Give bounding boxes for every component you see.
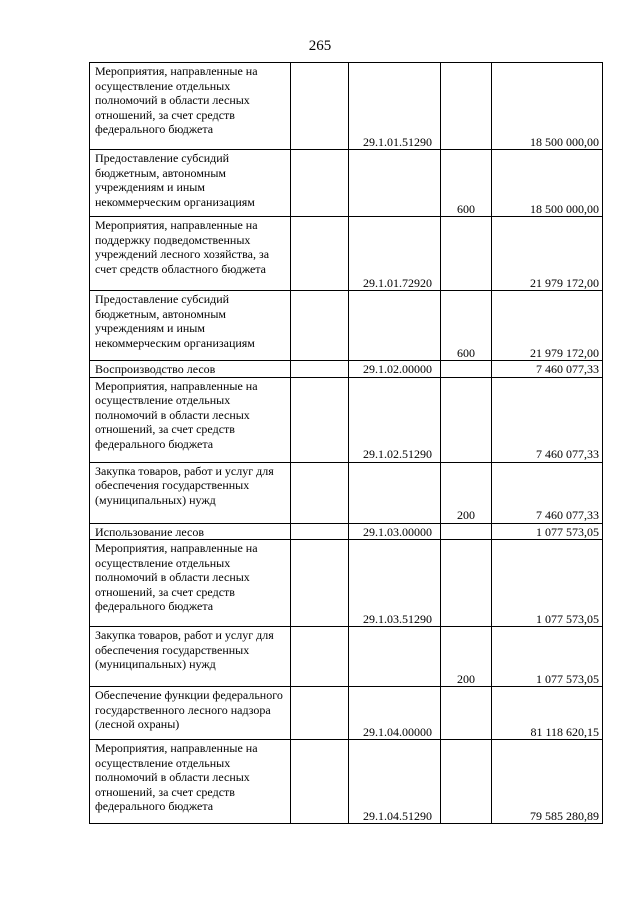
cell-empty [291,627,349,687]
cell-amount: 1 077 573,05 [492,523,603,540]
cell-code: 29.1.04.00000 [349,687,441,740]
cell-code: 29.1.03.51290 [349,540,441,627]
cell-expense-type: 200 [441,627,492,687]
cell-code: 29.1.04.51290 [349,740,441,824]
cell-empty [291,150,349,217]
table-row [90,462,603,523]
cell-amount: 18 500 000,00 [492,150,603,217]
table-row [90,523,603,540]
cell-name: Мероприятия, направленные на осуществление отдельных полномочий в области лесных отношений, за счет средств федерального бюджета [90,63,291,150]
cell-amount: 1 077 573,05 [492,540,603,627]
table-row [90,377,603,462]
table-row [90,627,603,687]
cell-empty [291,63,349,150]
cell-expense-type [441,377,492,462]
cell-code: 29.1.03.00000 [349,523,441,540]
cell-name: Использование лесов [90,523,291,540]
cell-code [349,150,441,217]
cell-empty [291,291,349,361]
cell-expense-type [441,523,492,540]
cell-expense-type: 200 [441,462,492,523]
cell-amount: 1 077 573,05 [492,627,603,687]
cell-empty [291,540,349,627]
cell-code: 29.1.02.51290 [349,377,441,462]
cell-name: Закупка товаров, работ и услуг для обеспечения государственных (муниципальных) нужд [90,462,291,523]
cell-expense-type: 600 [441,291,492,361]
budget-table [89,62,603,824]
cell-empty [291,462,349,523]
cell-code [349,291,441,361]
cell-amount: 7 460 077,33 [492,462,603,523]
table-row [90,217,603,291]
cell-empty [291,377,349,462]
cell-empty [291,361,349,378]
cell-name: Воспроизводство лесов [90,361,291,378]
cell-code [349,627,441,687]
cell-expense-type [441,217,492,291]
cell-code: 29.1.01.72920 [349,217,441,291]
cell-amount: 7 460 077,33 [492,377,603,462]
table-row [90,150,603,217]
budget-table-body [90,63,603,824]
cell-amount: 79 585 280,89 [492,740,603,824]
cell-name: Предоставление субсидий бюджетным, автономным учреждениям и иным некоммерческим организациям [90,291,291,361]
cell-amount: 81 118 620,15 [492,687,603,740]
cell-name: Мероприятия, направленные на осуществление отдельных полномочий в области лесных отношений, за счет средств федерального бюджета [90,740,291,824]
cell-amount: 21 979 172,00 [492,291,603,361]
table-row [90,291,603,361]
cell-expense-type [441,687,492,740]
table-row [90,687,603,740]
cell-empty [291,217,349,291]
cell-name: Мероприятия, направленные на поддержку подведомственных учреждений лесного хозяйства, за счет средств областного бюджета [90,217,291,291]
table-row [90,63,603,150]
cell-amount: 18 500 000,00 [492,63,603,150]
table-row [90,740,603,824]
cell-expense-type [441,361,492,378]
table-row [90,361,603,378]
cell-empty [291,523,349,540]
cell-empty [291,740,349,824]
cell-empty [291,687,349,740]
cell-code: 29.1.02.00000 [349,361,441,378]
cell-name: Предоставление субсидий бюджетным, автономным учреждениям и иным некоммерческим организациям [90,150,291,217]
cell-code [349,462,441,523]
cell-expense-type [441,740,492,824]
cell-name: Закупка товаров, работ и услуг для обеспечения государственных (муниципальных) нужд [90,627,291,687]
cell-name: Обеспечение функции федерального государственного лесного надзора (лесной охраны) [90,687,291,740]
table-row [90,540,603,627]
cell-name: Мероприятия, направленные на осуществление отдельных полномочий в области лесных отношений, за счет средств федерального бюджета [90,377,291,462]
cell-expense-type [441,540,492,627]
cell-amount: 7 460 077,33 [492,361,603,378]
cell-expense-type [441,63,492,150]
page-number: 265 [308,38,332,54]
cell-name: Мероприятия, направленные на осуществление отдельных полномочий в области лесных отношений, за счет средств федерального бюджета [90,540,291,627]
cell-code: 29.1.01.51290 [349,63,441,150]
cell-amount: 21 979 172,00 [492,217,603,291]
cell-expense-type: 600 [441,150,492,217]
